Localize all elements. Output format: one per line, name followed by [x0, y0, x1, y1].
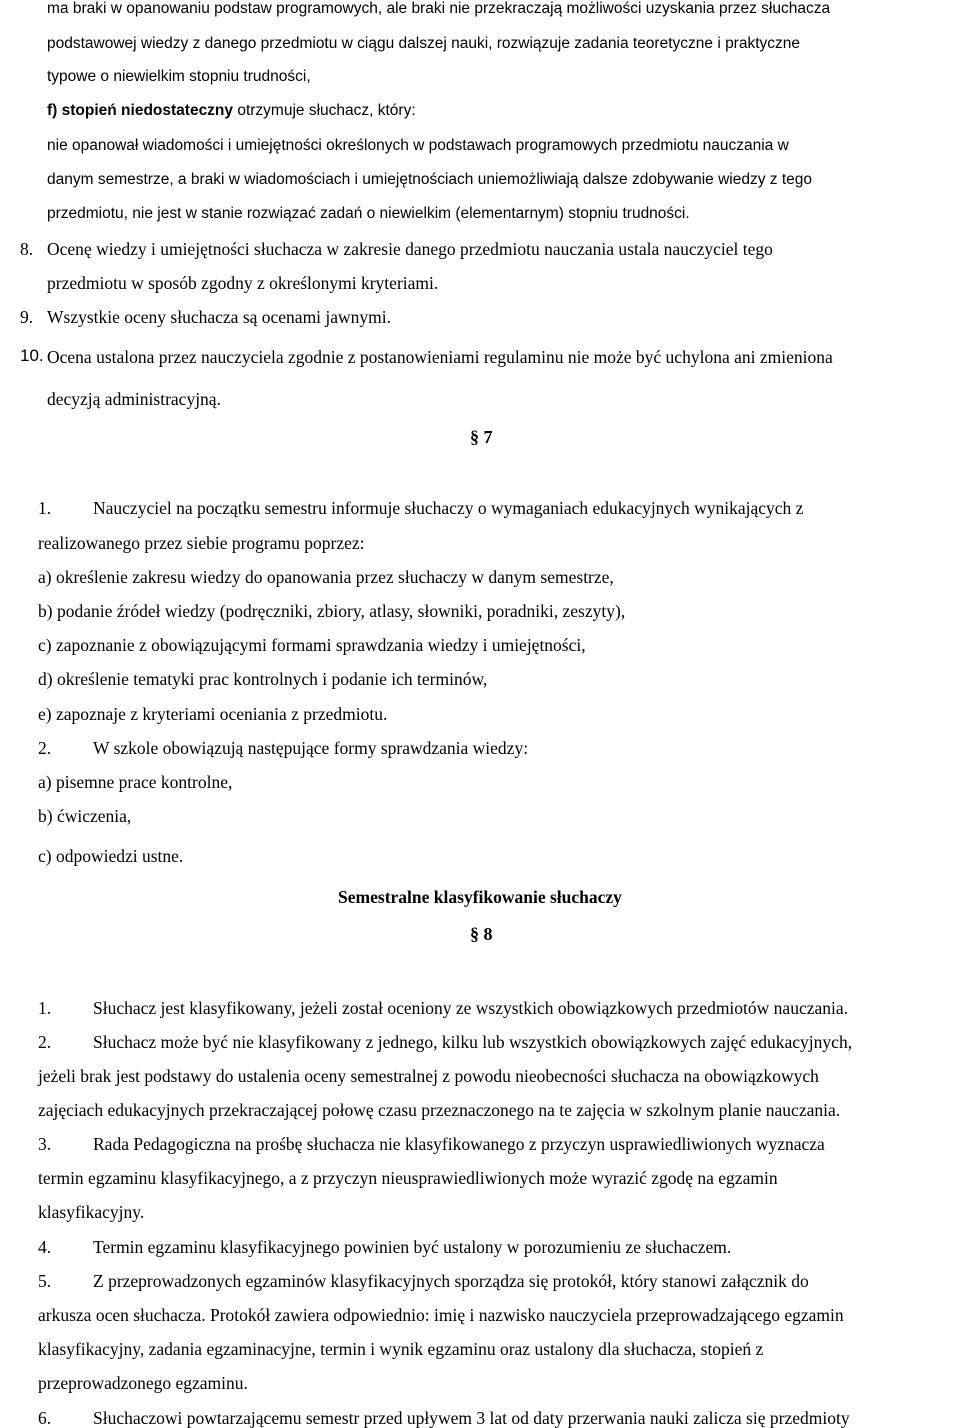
- list-item: b) podanie źródeł wiedzy (podręczniki, zbiory, atlasy, słowniki, poradniki, zeszyty),: [38, 601, 626, 621]
- text-line: arkusza ocen słuchacza. Protokół zawiera odpowiednio: imię i nazwisko nauczyciela przeprowadzającego egzamin: [38, 1305, 844, 1325]
- text-line: Ocena ustalona przez nauczyciela zgodnie z postanowieniami regulaminu nie może być uchylona ani zmieniona: [47, 347, 833, 367]
- text-line: Nauczyciel na początku semestru informuje słuchaczy o wymaganiach edukacyjnych wynikających z: [93, 498, 804, 518]
- item-number: 10.: [20, 346, 44, 365]
- text-line: danym semestrze, a braki w wiadomościach i umiejętnościach uniemożliwiają dalsze zdobywanie wiedzy z tego: [47, 171, 813, 188]
- text-line: przeprowadzonego egzaminu.: [38, 1373, 248, 1393]
- text-line: przedmiotu, nie jest w stanie rozwiązać zadań o niewielkim (elementarnym) stopniu trudności.: [47, 205, 690, 222]
- text-line: zajęciach edukacyjnych przekraczającej połowę czasu przeznaczonego na te zajęcia w szkolnym planie nauczania.: [38, 1100, 841, 1120]
- text-line: przedmiotu w sposób zgodny z określonymi kryteriami.: [47, 273, 439, 293]
- item-number: 8.: [20, 239, 34, 259]
- list-item: c) zapoznanie z obowiązującymi formami sprawdzania wiedzy i umiejętności,: [38, 635, 586, 655]
- text-line: podstawowej wiedzy z danego przedmiotu w ciągu dalszej nauki, rozwiązuje zadania teoretyczne i praktyczne: [47, 35, 801, 52]
- list-item: e) zapoznaje z kryteriami oceniania z przedmiotu.: [38, 704, 388, 724]
- list-item: c) odpowiedzi ustne.: [38, 846, 184, 866]
- text-line: Ocenę wiedzy i umiejętności słuchacza w zakresie danego przedmiotu nauczania ustala nauczyciel tego: [47, 239, 773, 259]
- text-line: ma braki w opanowaniu podstaw programowych, ale braki nie przekraczają możliwości uzyskania przez słuchacza: [47, 0, 831, 17]
- text-line: realizowanego przez siebie programu poprzez:: [38, 533, 365, 553]
- text-line: decyzją administracyjną.: [47, 389, 221, 409]
- item-number: 1.: [38, 498, 52, 518]
- text-line: W szkole obowiązują następujące formy sprawdzania wiedzy:: [93, 738, 529, 758]
- grade-f-line: [47, 101, 416, 121]
- item-number: 4.: [38, 1237, 52, 1257]
- list-item: b) ćwiczenia,: [38, 806, 132, 826]
- section-number: § 8: [470, 924, 493, 944]
- section-number: § 7: [470, 427, 493, 447]
- grade-f-text: otrzymuje słuchacz, który:: [233, 102, 416, 119]
- list-item: a) określenie zakresu wiedzy do opanowania przez słuchaczy w danym semestrze,: [38, 567, 614, 587]
- text-line: termin egzaminu klasyfikacyjnego, a z przyczyn nieusprawiedliwionych może wyrazić zgodę na egzamin: [38, 1168, 778, 1188]
- text-line: nie opanował wiadomości i umiejętności określonych w podstawach programowych przedmiotu nauczania w: [47, 137, 789, 154]
- grade-f-label: f) stopień niedostateczny: [47, 102, 234, 119]
- text-line: typowe o niewielkim stopniu trudności,: [47, 68, 311, 85]
- item-number: 9.: [20, 307, 34, 327]
- item-number: 2.: [38, 738, 52, 758]
- text-line: Słuchacz może być nie klasyfikowany z jednego, kilku lub wszystkich obowiązkowych zajęć edukacyjnych,: [93, 1032, 853, 1052]
- text-line: Słuchacz jest klasyfikowany, jeżeli został oceniony ze wszystkich obowiązkowych przedmiotów nauczania.: [93, 998, 848, 1018]
- item-number: 2.: [38, 1032, 52, 1052]
- list-item: a) pisemne prace kontrolne,: [38, 772, 233, 792]
- text-line: Z przeprowadzonych egzaminów klasyfikacyjnych sporządza się protokół, który stanowi załącznik do: [93, 1271, 809, 1291]
- text-line: Wszystkie oceny słuchacza są ocenami jawnymi.: [47, 307, 392, 327]
- list-item: d) określenie tematyki prac kontrolnych i podanie ich terminów,: [38, 669, 488, 689]
- item-number: 5.: [38, 1271, 52, 1291]
- text-line: jeżeli brak jest podstawy do ustalenia oceny semestralnej z powodu nieobecności słuchacza na obowiązkowych: [38, 1066, 819, 1086]
- section-heading: Semestralne klasyfikowanie słuchaczy: [338, 887, 622, 907]
- item-number: 1.: [38, 998, 52, 1018]
- item-number: 6.: [38, 1408, 52, 1428]
- item-number: 3.: [38, 1134, 52, 1154]
- text-line: Termin egzaminu klasyfikacyjnego powinien być ustalony w porozumieniu ze słuchaczem.: [93, 1237, 732, 1257]
- text-line: klasyfikacyjny.: [38, 1202, 145, 1222]
- text-line: Rada Pedagogiczna na prośbę słuchacza nie klasyfikowanego z przyczyn usprawiedliwionych wyznacza: [93, 1134, 825, 1154]
- text-line: Słuchaczowi powtarzającemu semestr przed upływem 3 lat od daty przerwania nauki zalicza się przedmioty: [93, 1408, 850, 1428]
- text-line: klasyfikacyjny, zadania egzaminacyjne, termin i wynik egzaminu oraz ustalony dla słuchacza, stopień z: [38, 1339, 764, 1359]
